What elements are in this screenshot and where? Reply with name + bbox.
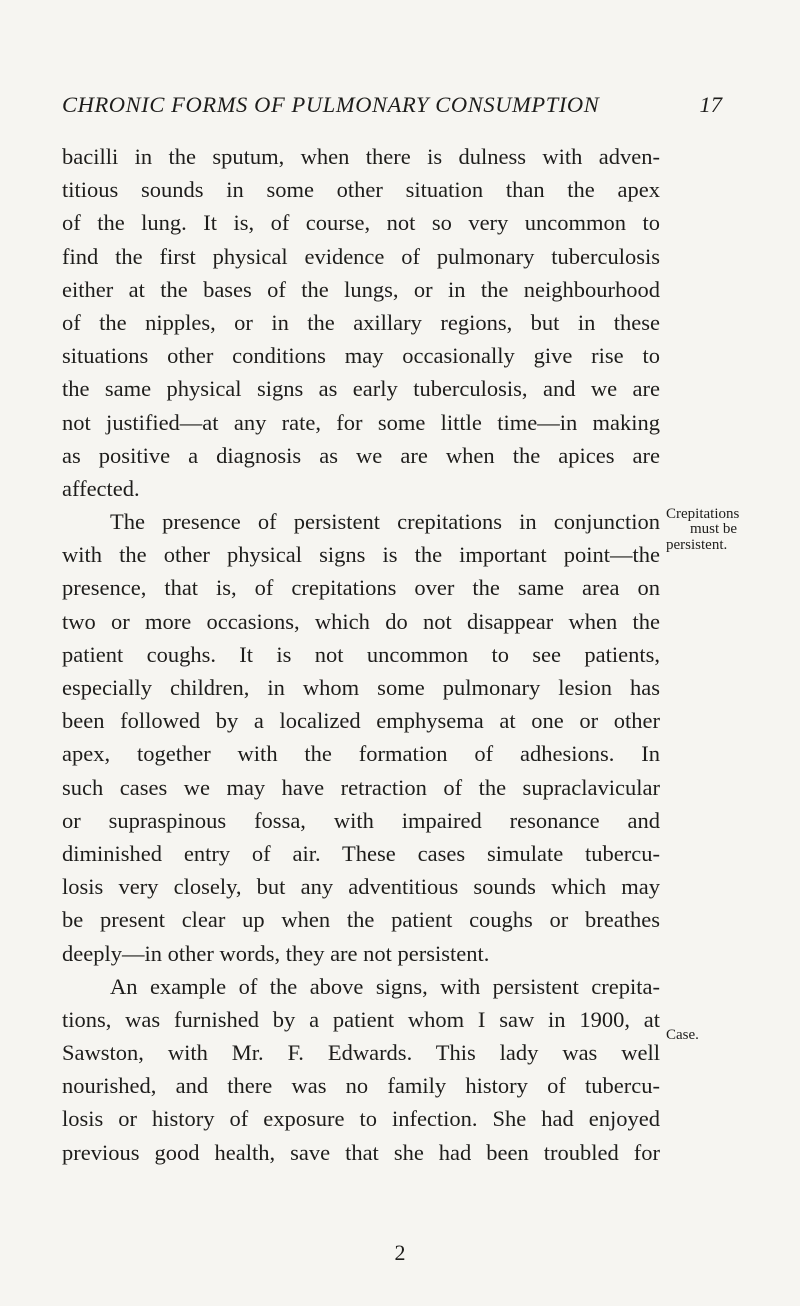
margin-note-crepitations: persistent.	[666, 537, 728, 553]
body-text	[62, 140, 742, 1169]
text-line: losis or history of exposure to infection. She had enjoyed	[62, 1106, 660, 1132]
text-line: situations other conditions may occasionally give rise to	[62, 343, 660, 369]
text-line: find the first physical evidence of pulmonary tuberculosis	[62, 243, 660, 269]
text-line: two or more occasions, which do not disappear when the	[62, 608, 660, 634]
signature-mark: 2	[394, 1240, 406, 1265]
text-line: losis very closely, but any adventitious sounds which may	[62, 874, 660, 900]
text-line: presence, that is, of crepitations over the same area on	[62, 575, 660, 601]
text-line: affected.	[62, 475, 140, 501]
text-line: Sawston, with Mr. F. Edwards. This lady was well	[62, 1040, 660, 1066]
text-line: be present clear up when the patient coughs or breathes	[62, 907, 660, 933]
running-head	[62, 92, 722, 122]
text-line: either at the bases of the lungs, or in the neighbourhood	[62, 276, 660, 302]
text-line: nourished, and there was no family history of tubercu-	[62, 1073, 660, 1099]
text-line: An example of the above signs, with persistent crepita-	[110, 973, 660, 999]
margin-note-case: Case.	[666, 1027, 699, 1043]
margin-note-crepitations: must be	[690, 521, 738, 537]
page-number: 17	[699, 92, 722, 117]
text-line: not justified—at any rate, for some little time—in making	[62, 409, 660, 435]
text-line: of the nipples, or in the axillary regions, but in these	[62, 309, 660, 335]
running-title: CHRONIC FORMS OF PULMONARY CONSUMPTION	[62, 92, 600, 117]
text-line: previous good health, save that she had been troubled for	[62, 1139, 660, 1165]
text-line: apex, together with the formation of adhesions. In	[62, 741, 660, 767]
text-line: diminished entry of air. These cases simulate tubercu-	[62, 840, 660, 866]
text-line: as positive a diagnosis as we are when the apices are	[62, 442, 660, 468]
text-line: or supraspinous fossa, with impaired resonance and	[62, 807, 660, 833]
text-line: patient coughs. It is not uncommon to see patients,	[62, 641, 660, 667]
text-line: tions, was furnished by a patient whom I saw in 1900, at	[62, 1006, 660, 1032]
text-line: especially children, in whom some pulmonary lesion has	[62, 675, 660, 700]
text-line: titious sounds in some other situation than the apex	[62, 177, 660, 203]
text-line: of the lung. It is, of course, not so very uncommon to	[62, 210, 660, 236]
text-line: such cases we may have retraction of the supraclavicular	[62, 774, 660, 800]
text-line: The presence of persistent crepitations in conjunction	[110, 509, 660, 535]
text-line: deeply—in other words, they are not persistent.	[62, 940, 490, 966]
text-line: bacilli in the sputum, when there is dulness with adven-	[62, 144, 660, 169]
text-line: the same physical signs as early tuberculosis, and we are	[62, 376, 660, 402]
margin-note-crepitations: Crepitations	[666, 506, 740, 522]
text-line: with the other physical signs is the important point—the	[62, 542, 660, 568]
text-line: been followed by a localized emphysema at one or other	[62, 708, 660, 734]
